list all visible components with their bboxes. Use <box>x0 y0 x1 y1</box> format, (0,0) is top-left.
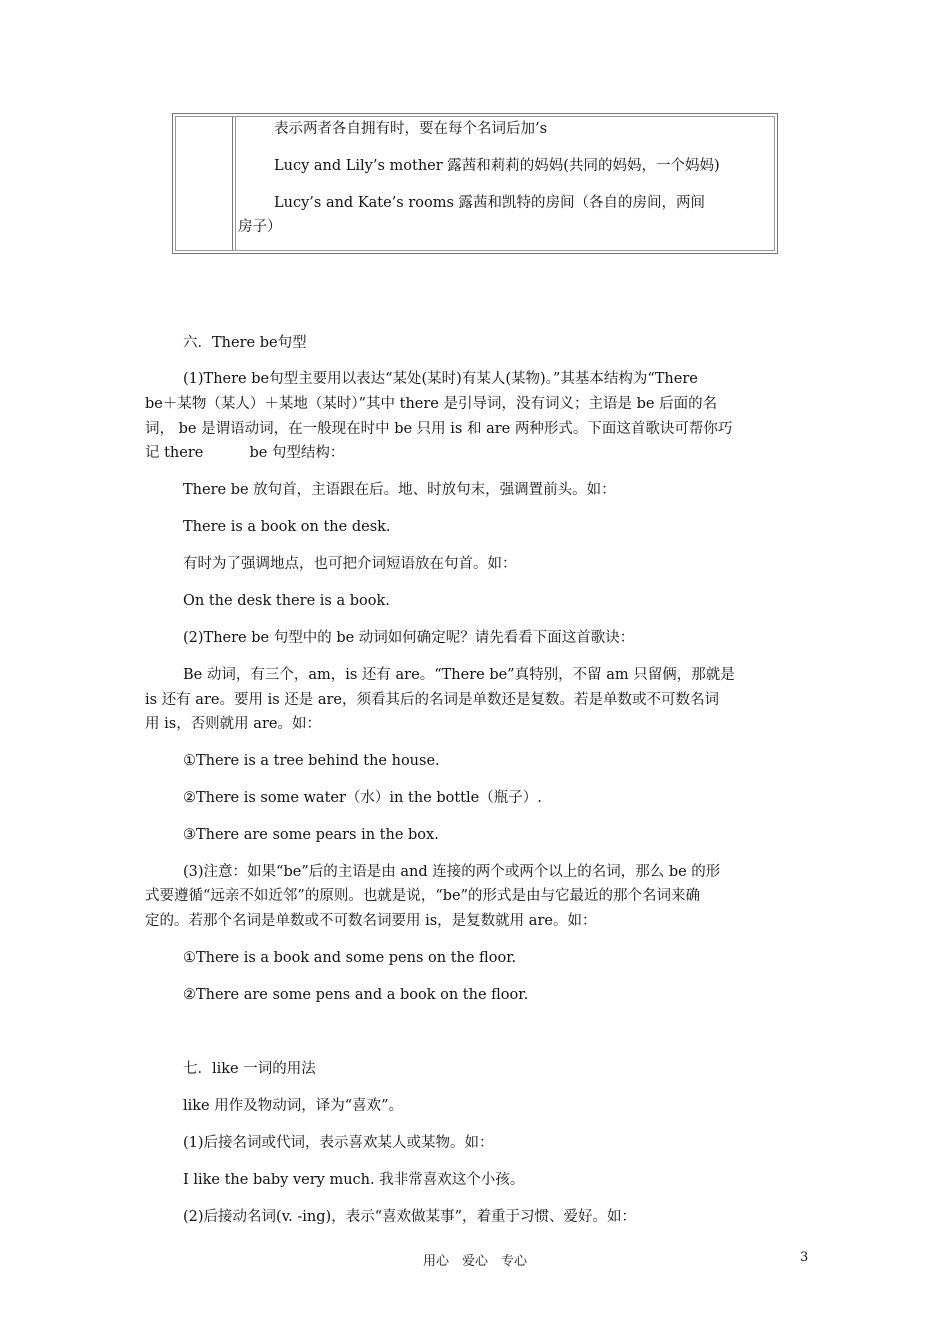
footer-slogan: 用心 爱心 专心 <box>422 1254 527 1269</box>
section6-p4-line2: 式要遵循“远亲不如近邻”的原则。也就是说，“be”的形式是由与它最近的那个名词来确 <box>145 888 701 904</box>
section6-example7: ②There are some pens and a book on the floor. <box>183 987 529 1003</box>
section7-intro: like 用作及物动词，译为“喜欢”。 <box>183 1098 404 1114</box>
section6-rule: There be 放句首，主语跟在后。地、时放句末，强调置前头。如： <box>183 482 616 498</box>
table-line-1: 表示两者各自拥有时，要在每个名词后加’s <box>274 121 548 137</box>
section7-p2: (2)后接动名词(v. -ing)，表示“喜欢做某事”，着重于习惯、爱好。如： <box>183 1209 637 1225</box>
section6-example6: ①There is a book and some pens on the floor. <box>183 950 517 966</box>
section7-p1: (1)后接名词或代词，表示喜欢某人或某物。如： <box>183 1135 494 1151</box>
table-line-2: Lucy and Lily’s mother 露茜和莉莉的妈妈(共同的妈妈，一个妈妈) <box>274 158 720 174</box>
section6-p4-line1: (3)注意：如果“be”后的主语是由 and 连接的两个或两个以上的名词，那么 be 的形 <box>183 864 721 880</box>
section6-example4: ②There is some water（水）in the bottle（瓶子）. <box>183 790 542 806</box>
page-number: 3 <box>800 1250 809 1265</box>
table-inner-border <box>175 116 775 251</box>
section7-title: 七．like 一词的用法 <box>183 1061 316 1077</box>
section6-p3-line2: is 还有 are。要用 is 还是 are，须看其后的名词是单数还是复数。若是单数或不可数名词 <box>145 692 720 708</box>
table-line-4: 房子） <box>238 219 282 235</box>
section6-note: 有时为了强调地点，也可把介词短语放在句首。如： <box>183 556 517 572</box>
section6-p1-line4: 记 there be 句型结构： <box>145 445 345 461</box>
section6-example2: On the desk there is a book. <box>183 593 390 609</box>
section6-example5: ③There are some pears in the box. <box>183 827 439 843</box>
section6-p1-line3: 词， be 是谓语动词，在一般现在时中 be 只用 is 和 are 两种形式。下面这首歌诀可帮你巧 <box>145 421 733 437</box>
section6-p1-line1: (1)There be句型主要用以表达“某处(某时)有某人(某物)。”其基本结构为“There <box>183 371 698 387</box>
possessive-table <box>172 113 778 254</box>
section6-p1-line2: be＋某物（某人）＋某地（某时）”其中 there 是引导词，没有词义；主语是 be 后面的名 <box>145 396 718 412</box>
section7-example1: I like the baby very much. 我非常喜欢这个小孩。 <box>183 1172 525 1188</box>
section6-p2: (2)There be 句型中的 be 动词如何确定呢？请先看看下面这首歌诀： <box>183 630 635 646</box>
section6-example1: There is a book on the desk. <box>183 519 391 535</box>
table-cell-text <box>238 117 772 239</box>
table-line-3: Lucy’s and Kate’s rooms 露茜和凯特的房间（各自的房间，两间 <box>274 195 706 211</box>
section6-title: 六．There be句型 <box>183 335 307 351</box>
section6-p3-line3: 用 is，否则就用 are。如： <box>145 716 321 732</box>
table-column-divider <box>232 117 236 250</box>
section6-example3: ①There is a tree behind the house. <box>183 753 440 769</box>
section6-p4-line3: 定的。若那个名词是单数或不可数名词要用 is，是复数就用 are。如： <box>145 913 597 929</box>
section6-p3-line1: Be 动词，有三个，am，is 还有 are。“There be”真特别，不留 am 只留俩，那就是 <box>183 667 735 683</box>
